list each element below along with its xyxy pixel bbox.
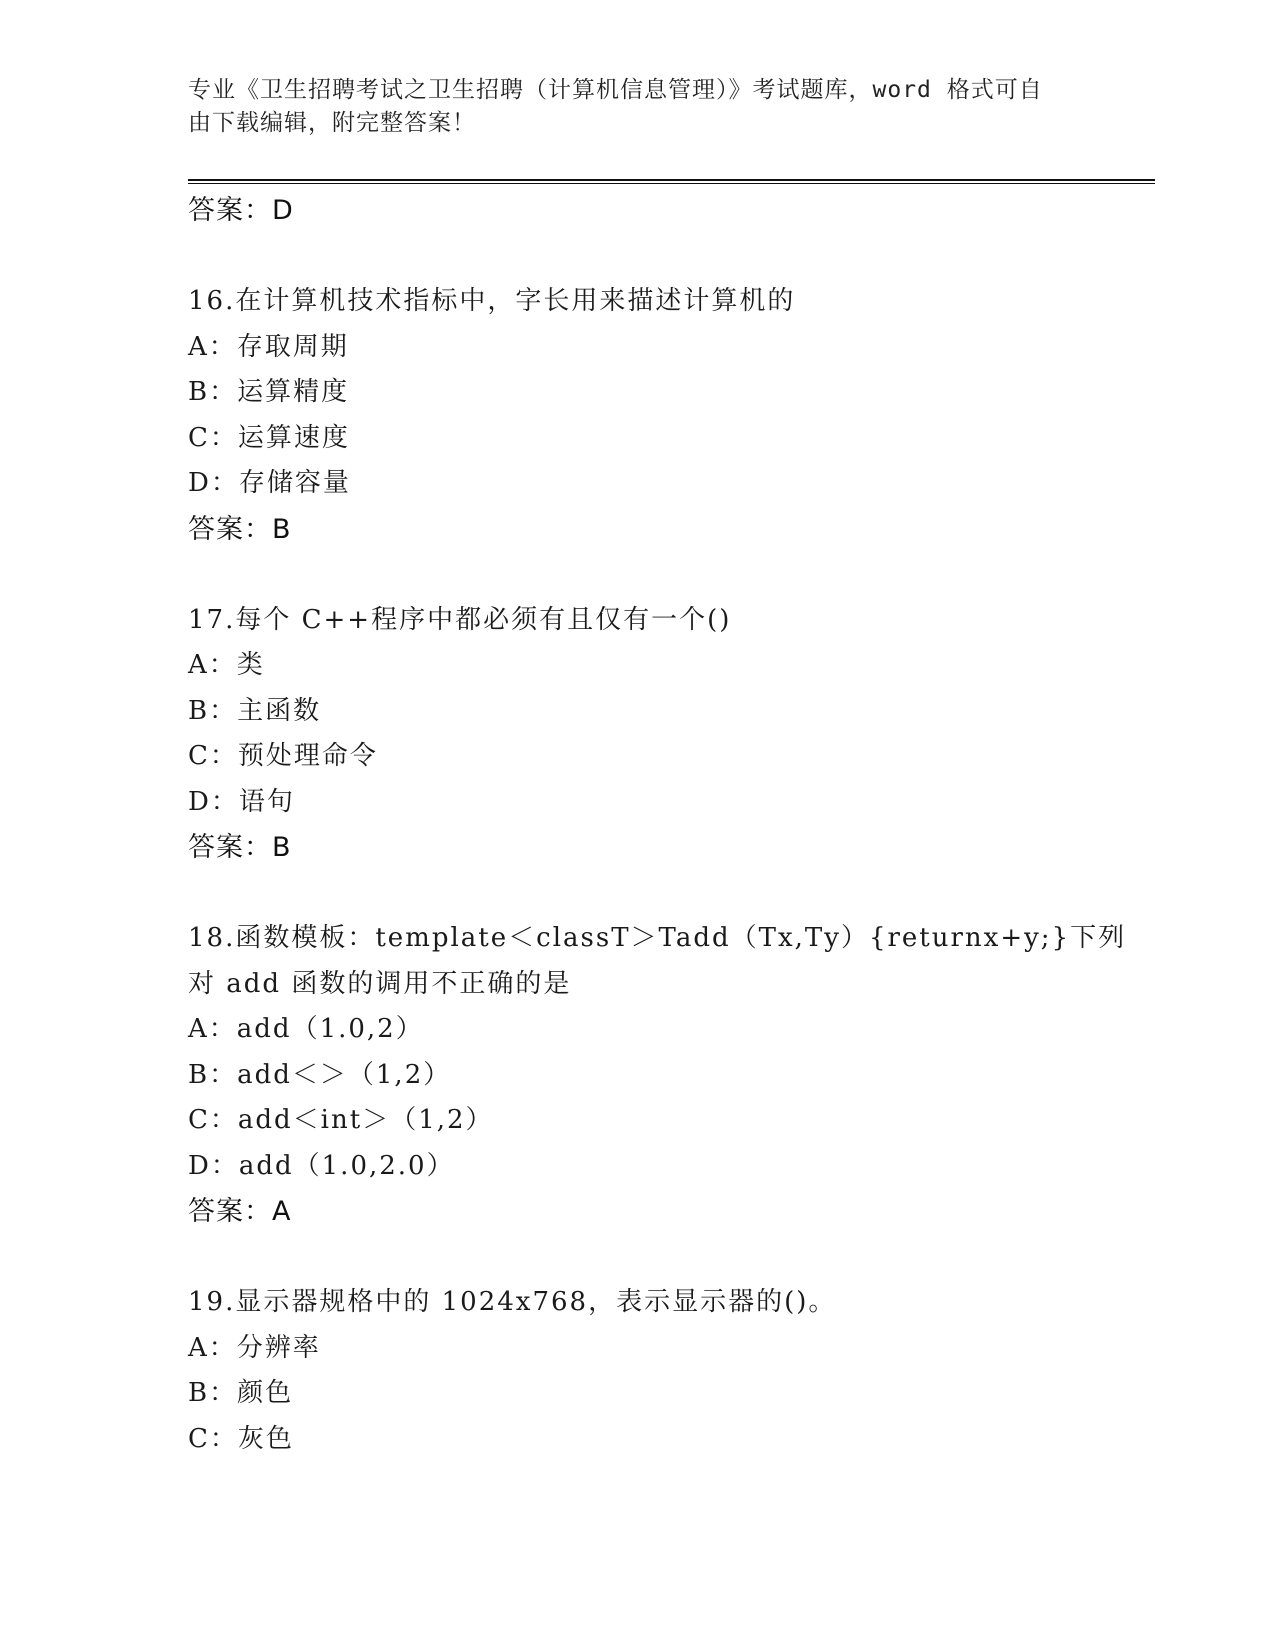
option-a: A：add（1.0,2） [188, 1014, 424, 1044]
option-c: C：运算速度 [188, 422, 350, 453]
option-b: B：颜色 [188, 1378, 294, 1408]
question-title: 19.显示器规格中的 1024x768，表示显示器的()。 [188, 1287, 837, 1317]
spacer [188, 1235, 1088, 1281]
question-title-line-2: 对 add 函数的调用不正确的是 [188, 968, 572, 999]
option-a: A：存取周期 [188, 331, 349, 362]
option-c: C：灰色 [188, 1423, 294, 1454]
option-d: D：语句 [188, 786, 295, 817]
option-b: B：add＜＞（1,2） [188, 1059, 452, 1090]
header-description-line-1: 专业《卫生招聘考试之卫生招聘（计算机信息管理）》考试题库，word 格式可自 [188, 77, 1043, 103]
spacer [188, 552, 1088, 598]
option-c: C：预处理命令 [188, 741, 378, 771]
option-c: C：add＜int＞（1,2） [188, 1105, 494, 1135]
question-title-line-1: 18.函数模板：template＜classT＞Tadd（Tx,Ty）{returnx+y;}下列 [188, 923, 1127, 953]
question-18 [188, 916, 1127, 1235]
question-19 [188, 1280, 1088, 1462]
answer-line: 答案：B [188, 832, 292, 863]
option-a: A：分辨率 [188, 1332, 321, 1363]
answer-line: 答案：B [188, 513, 292, 545]
document-header [188, 74, 1068, 140]
question-16 [188, 279, 1088, 552]
option-b: B：运算精度 [188, 377, 350, 407]
answer-line: 答案：A [188, 1196, 292, 1227]
option-d: D：存储容量 [188, 468, 351, 498]
spacer [188, 234, 1088, 280]
option-d: D：add（1.0,2.0） [188, 1150, 455, 1181]
answer-line: 答案：D [188, 195, 294, 226]
question-title: 16.在计算机技术指标中，字长用来描述计算机的 [188, 286, 796, 316]
question-title: 17.每个 C++程序中都必须有且仅有一个() [188, 604, 732, 635]
option-b: B：主函数 [188, 695, 322, 726]
header-divider [188, 179, 1155, 184]
header-description-line-2: 由下载编辑，附完整答案！ [188, 110, 476, 136]
spacer [188, 871, 1088, 917]
option-a: A：类 [188, 650, 265, 680]
question-17 [188, 598, 1088, 871]
question-list [188, 188, 1127, 1462]
